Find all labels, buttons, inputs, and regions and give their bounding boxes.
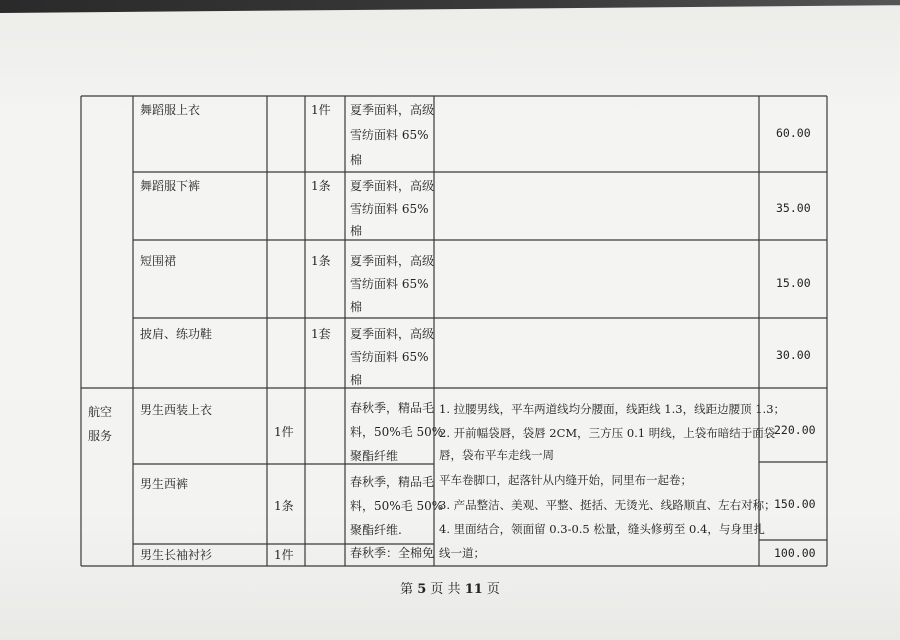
- category-label: 服务: [88, 429, 113, 443]
- item-material-line: 雪纺面料 65%: [350, 350, 429, 364]
- page-total: 11: [464, 582, 483, 597]
- item-material-line: 夏季面料，高级: [350, 327, 435, 341]
- item-material-line: 雪纺面料 65%: [350, 202, 429, 216]
- item-material-line: 棉: [350, 300, 363, 314]
- item-price: 60.00: [776, 126, 811, 140]
- item-name: 男生西裤: [140, 477, 189, 491]
- item-material-line: 棉: [350, 153, 363, 167]
- item-price: 100.00: [774, 546, 816, 560]
- item-price: 30.00: [776, 348, 811, 362]
- item-material-line: 雪纺面料 65%: [350, 277, 429, 291]
- item-material-line: 春秋季，精品毛: [350, 475, 435, 489]
- category-label: 航空: [88, 405, 113, 419]
- page-number: 5: [417, 582, 427, 597]
- item-material-line: 聚酯纤维.: [350, 523, 402, 537]
- item-qty: 1套: [311, 327, 331, 341]
- process-line: 线一道；: [439, 546, 485, 560]
- item-name: 男生西装上衣: [140, 403, 213, 417]
- process-line: 平车卷脚口，起落针从内缝开始，同里布一起卷；: [439, 473, 692, 487]
- item-material-line: 雪纺面料 65%: [350, 128, 429, 142]
- process-line: 3. 产品整洁、美观、平整、挺括、无烫光、线路顺直、左右对称；: [439, 498, 776, 512]
- item-name: 舞蹈服上衣: [140, 103, 201, 117]
- item-qty: 1条: [274, 499, 294, 513]
- item-name: 男生长袖衬衫: [140, 548, 213, 562]
- process-line: 唇，袋布平车走线一周: [439, 448, 554, 462]
- item-qty: 1件: [311, 103, 331, 117]
- item-price: 150.00: [774, 497, 816, 511]
- item-name: 舞蹈服下裤: [140, 179, 201, 193]
- footer-mid: 页 共: [430, 582, 461, 597]
- item-material-line: 夏季面料，高级: [350, 254, 435, 268]
- item-price: 15.00: [776, 276, 811, 290]
- item-qty: 1条: [311, 254, 331, 268]
- footer-suffix: 页: [486, 582, 500, 597]
- item-price: 35.00: [776, 201, 811, 215]
- item-qty: 1条: [311, 179, 331, 193]
- footer-prefix: 第: [400, 582, 414, 597]
- process-line: 4. 里面结合，领面留 0.3-0.5 松量，缝头修剪至 0.4，与身里扎: [439, 522, 765, 536]
- item-material-line: 料，50%毛 50%: [350, 499, 444, 513]
- item-material-line: 春秋季，精品毛: [350, 401, 435, 415]
- item-material-line: 棉: [350, 373, 363, 387]
- item-price: 220.00: [774, 423, 816, 437]
- item-name: 披肩、练功鞋: [140, 327, 213, 341]
- item-material-line: 夏季面料，高级: [350, 103, 435, 117]
- process-line: 2. 开前幅袋唇，袋唇 2CM，三方压 0.1 明线，上袋布暗结于面袋: [439, 426, 776, 440]
- item-qty: 1件: [274, 425, 294, 439]
- page-footer: [0, 578, 900, 597]
- item-material-line: 料，50%毛 50%: [350, 425, 444, 439]
- item-material-line: 夏季面料，高级: [350, 179, 435, 193]
- item-qty: 1件: [274, 548, 294, 562]
- item-material-line: 棉: [350, 224, 363, 238]
- item-name: 短围裙: [140, 254, 177, 268]
- item-material-line: 聚酯纤维: [350, 449, 399, 463]
- process-line: 1. 拉腰男线，平车两道线均分腰面，线距线 1.3，线距边腰顶 1.3；: [439, 402, 786, 416]
- item-material-line: 春秋季：全棉免: [350, 546, 435, 560]
